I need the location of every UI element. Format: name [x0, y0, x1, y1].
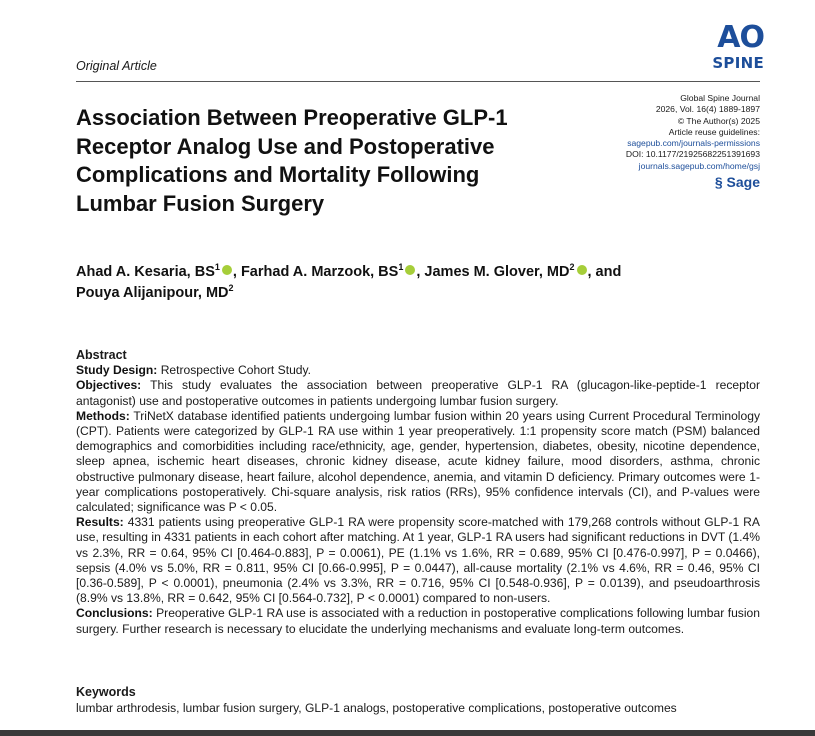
study-design-label: Study Design: [76, 363, 158, 378]
methods-text: TriNetX database identified patients undergoing lumbar fusion within 20 years using Current Procedural Terminology (CPT). Patients were categorized by GLP-1 RA use within 1 year preoperatively. 1:1 propensity score match (PSM) balanced demographics and comorbidities including race/ethnicity, age, gender, hypertension, diabetes, obesity, nicotine dependence, sleep apnea, ischemic heart diseases, chronic kidney disease, acute kidney failure, mood disorders, asthma, chronic obstructive pulmonary disease, heart failure, alcohol dependence, anemia, and vitamin D deficiency. Primary outcomes were 1-year complications postoperatively. Chi-square analysis, risk ratios (RRs), 95% confidence intervals (CI), and P-values were calculated; significance was P < 0.05. [76, 408, 760, 515]
journal-url-link[interactable]: journals.sagepub.com/home/gsj [638, 160, 760, 171]
abstract-heading: Abstract [76, 348, 127, 362]
logo-ao-text: AO [717, 20, 764, 55]
objectives-label: Objectives: [76, 378, 142, 393]
logo-spine-text: SPINE [712, 54, 764, 72]
keywords-section [76, 684, 760, 716]
copyright: © The Author(s) 2025 [677, 115, 760, 126]
keywords-text: lumbar arthrodesis, lumbar fusion surgery, GLP-1 analogs, postoperative complications, postoperative outcomes [76, 701, 677, 715]
results-text: 4331 patients using preoperative GLP-1 RA were propensity score-matched with 179,268 controls without GLP-1 RA use, resulting in 4331 patients in each cohort after matching. At 1 year, GLP-1 RA users had significant reductions in DVT (1.4% vs 2.3%, RR = 0.64, 95% CI [0.464-0.883], P = 0.0061), PE (1.1% vs 1.6%, RR = 0.689, 95% CI [0.476-0.997], P = 0.0466), sepsis (4.0% vs 5.0%, RR = 0.811, 95% CI [0.66-0.995], P = 0.0447), all-cause mortality (2.1% vs 4.6%, RR = 0.46, 95% CI [0.36-0.589], P < 0.0001), pneumonia (2.4% vs 3.3%, RR = 0.716, 95% CI [0.548-0.936], P = 0.0139), and pseudoarthrosis (8.9% vs 13.8%, RR = 0.642, 95% CI [0.564-0.732], P < 0.0001) compared to non-users. [76, 515, 760, 606]
author-affiliation: 1 [398, 262, 404, 273]
author-name: Farhad A. Marzook, BS [240, 264, 399, 280]
author-name: Pouya Alijanipour, MD [76, 285, 229, 301]
orcid-icon[interactable] [222, 265, 232, 275]
author-affiliation: 2 [569, 262, 575, 273]
author-affiliation: 1 [214, 262, 220, 273]
permissions-link[interactable]: sagepub.com/journals-permissions [627, 138, 760, 149]
ao-spine-logo [698, 22, 764, 72]
study-design-text: Retrospective Cohort Study. [160, 363, 312, 378]
conclusions-label: Conclusions: [76, 606, 153, 621]
article-title: Association Between Preoperative GLP-1 Receptor Analog Use and Postoperative Complications and Mortality Following Lumbar Fusion Surgery [76, 105, 508, 216]
author-affiliation: 2 [228, 283, 234, 294]
sage-icon: § [714, 174, 723, 191]
article-type-label: Original Article [76, 59, 157, 73]
orcid-icon[interactable] [405, 265, 415, 275]
methods-label: Methods: [76, 408, 130, 423]
abstract-conclusions [76, 606, 760, 636]
doi: DOI: 10.1177/21925682251391693 [625, 149, 760, 160]
reuse-guidelines: Article reuse guidelines: [668, 126, 760, 137]
header-divider [76, 81, 760, 82]
author-list: Ahad A. Kesaria, $BS^1$ , Farhad A. Marzook, $BS^1$ , James M. Glover, $MD^2$ , and Pouya Alijanipour, $MD^2$ [76, 262, 622, 301]
abstract-study-design [76, 363, 760, 378]
journal-meta [560, 93, 760, 190]
sage-logo [560, 174, 760, 190]
abstract-section [76, 348, 760, 637]
journal-name: Global Spine Journal [680, 93, 760, 103]
objectives-text: This study evaluates the association between preoperative GLP-1 RA (glucagon-like-peptide-1 receptor antagonist) use and postoperative outcomes in patients undergoing lumbar fusion surgery. [76, 378, 760, 408]
author-name: James M. Glover, MD [424, 264, 570, 280]
abstract-methods [76, 409, 760, 515]
results-label: Results: [76, 515, 124, 530]
abstract-results [76, 515, 760, 606]
abstract-objectives [76, 378, 760, 408]
author-name: Ahad A. Kesaria, BS [76, 264, 215, 280]
bottom-edge-bar [0, 730, 815, 736]
journal-volume: 2026, Vol. 16(4) 1889-1897 [655, 104, 760, 115]
sage-text: Sage [726, 174, 760, 191]
orcid-icon[interactable] [577, 265, 587, 275]
conclusions-text: Preoperative GLP-1 RA use is associated with a reduction in postoperative complications following lumbar fusion surgery. Further research is necessary to elucidate the underlying mechanisms and evaluate long-term outcomes. [76, 606, 760, 636]
keywords-heading: Keywords [76, 685, 136, 699]
